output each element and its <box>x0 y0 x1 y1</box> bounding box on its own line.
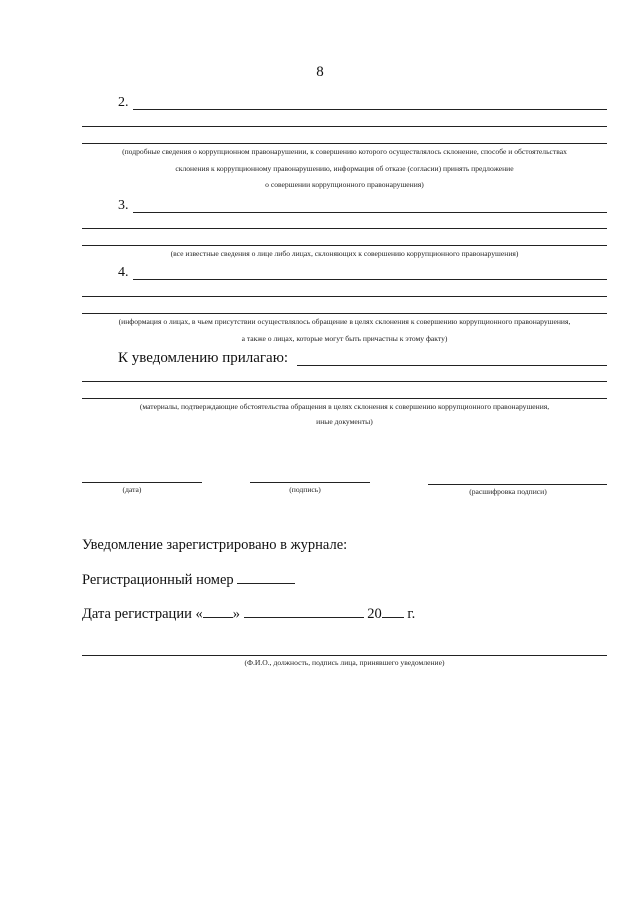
item-4-line-2 <box>82 296 607 297</box>
item-3-caption: (все известные сведения о лице либо лицах, склоняющих к совершению коррупционного правонарушения) <box>170 249 519 258</box>
registration-number-field <box>237 571 295 584</box>
attachment-caption-1: (материалы, подтверждающие обстоятельства обращения в целях склонения к совершению коррупционного правонарушения, <box>139 402 550 411</box>
item-3-line-3 <box>82 245 607 246</box>
item-4-line-3 <box>82 313 607 314</box>
attachment-line-1 <box>297 365 607 366</box>
item-3-number: 3. <box>118 198 129 213</box>
decode-line <box>428 484 607 485</box>
registration-date-label: Дата регистрации « <box>82 606 203 622</box>
item-3-line-1 <box>133 212 607 213</box>
registration-title: Уведомление зарегистрировано в журнале: <box>82 537 348 553</box>
registration-date-row <box>82 605 415 623</box>
registration-year-suffix: г. <box>407 606 416 622</box>
item-4-line-1 <box>133 279 607 280</box>
attachment-caption-2: иные документы) <box>316 417 373 426</box>
item-3-line-2 <box>82 228 607 229</box>
date-caption: (дата) <box>122 485 142 494</box>
date-line <box>82 482 202 483</box>
item-2-caption-3: о совершении коррупционного правонарушения) <box>265 180 424 189</box>
signature-caption: (подпись) <box>289 485 321 494</box>
page-number: 8 <box>316 64 324 80</box>
item-4-caption-1: (информация о лицах, в чьем присутствии осуществлялось обращение в целях склонения к совершению коррупционного правонарушения, <box>118 317 571 326</box>
fio-caption: (Ф.И.О., должность, подпись лица, принявшего уведомление) <box>244 658 445 667</box>
item-4-caption-2: а также о лицах, которые могут быть причастны к этому факту) <box>241 334 448 343</box>
item-2-number: 2. <box>118 95 129 110</box>
registration-number-row <box>82 571 295 589</box>
item-2-caption-1: (подробные сведения о коррупционном правонарушении, к совершению которого осуществлялось склонение, способе и обстоятельствах <box>122 147 567 156</box>
item-2-line-1 <box>133 109 607 110</box>
item-2-line-2 <box>82 126 607 127</box>
attachment-line-3 <box>82 398 607 399</box>
registration-year-prefix: 20 <box>367 606 382 622</box>
registration-day-field <box>203 605 233 618</box>
registration-date-quote-close: » <box>232 606 240 622</box>
item-2-line-3 <box>82 143 607 144</box>
item-4-number: 4. <box>118 265 129 280</box>
decode-caption: (расшифровка подписи) <box>469 487 547 496</box>
attachment-line-2 <box>82 381 607 382</box>
fio-line <box>82 655 607 656</box>
registration-number-label: Регистрационный номер <box>82 572 234 588</box>
item-2-caption-2: склонения к коррупционному правонарушению, информация об отказе (согласии) принять предложение <box>175 164 514 173</box>
registration-year-field <box>382 605 404 618</box>
attachment-label: К уведомлению прилагаю: <box>118 350 289 366</box>
registration-month-field <box>244 605 364 618</box>
signature-line <box>250 482 370 483</box>
